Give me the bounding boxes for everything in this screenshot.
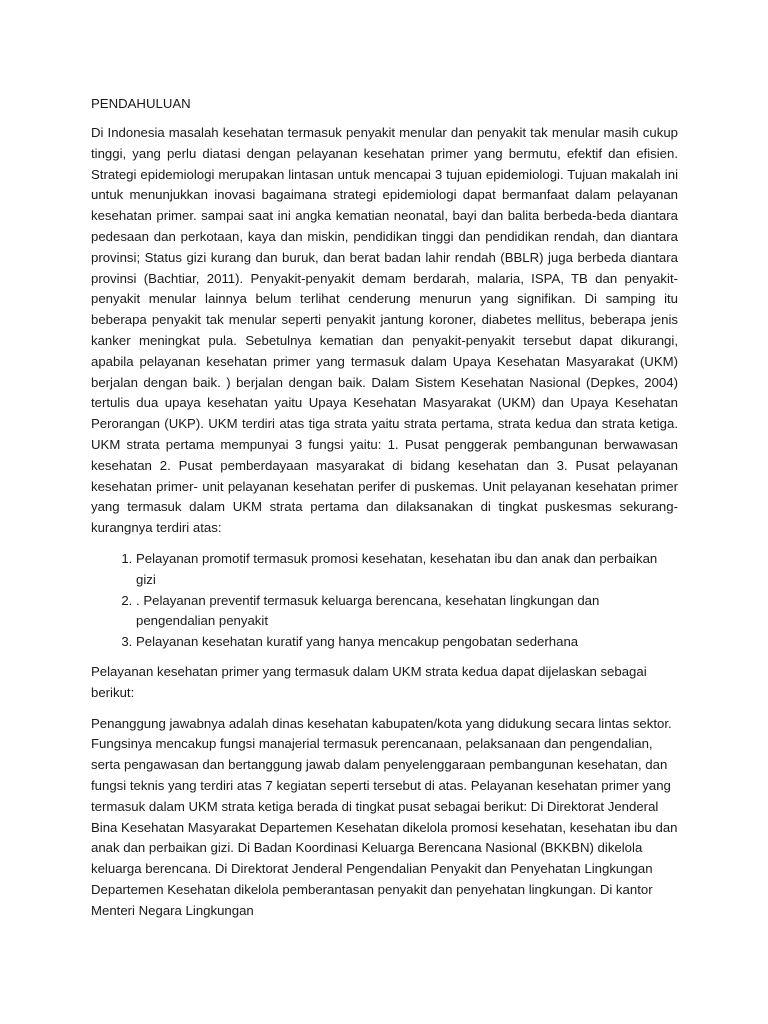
document-heading: PENDAHULUAN <box>91 96 191 111</box>
list-item: 2. . Pelayanan preventif termasuk keluarga berencana, kesehatan lingkungan dan pengendalian penyakit <box>136 591 678 633</box>
intro-paragraph: Di Indonesia masalah kesehatan termasuk penyakit menular dan penyakit tak menular masih cukup tinggi, yang perlu diatasi dengan pelayanan kesehatan primer yang bermutu, efektif dan efisien. Strategi epidemiologi merupakan lintasan untuk mencapai 3 tujuan epidemiologi. Tujuan makalah ini untuk menunjukkan inovasi bagaimana strategi epidemiologi dapat bermanfaat dalam pelayanan kesehatan primer. sampai saat ini angka kematian neonatal, bayi dan balita berbeda-beda diantara pedesaan dan perkotaan, kaya dan miskin, pendidikan tinggi dan pendidikan rendah, dan diantara provinsi; Status gizi kurang dan buruk, dan berat badan lahir rendah (BBLR) juga berbeda diantara provinsi (Bachtiar, 2011). Penyakit-penyakit demam berdarah, malaria, ISPA, TB dan penyakit-penyakit menular lainnya belum terlihat cenderung menurun yang signifikan. Di samping itu beberapa penyakit tak menular seperti penyakit jantung koroner, diabetes mellitus, beberapa jenis kanker meningkat pula. Sebetulnya kematian dan penyakit-penyakit tersebut dapat dikurangi, apabila pelayanan kesehatan primer yang termasuk dalam Upaya Kesehatan Masyarakat (UKM) berjalan dengan baik. ) berjalan dengan baik. Dalam Sistem Kesehatan Nasional (Depkes, 2004) tertulis dua upaya kesehatan yaitu Upaya Kesehatan Masyarakat (UKM) dan Upaya Kesehatan Perorangan (UKP). UKM terdiri atas tiga strata yaitu strata pertama, strata kedua dan strata ketiga. UKM strata pertama mempunyai 3 fungsi yaitu: 1. Pusat penggerak pembangunan berwawasan kesehatan 2. Pusat pemberdayaan masyarakat di bidang kesehatan dan 3. Pusat pelayanan kesehatan primer- unit pelayanan kesehatan perifer di puskemas. Unit pelayanan kesehatan primer yang termasuk dalam UKM strata pertama dan dilaksanakan di tingkat puskesmas sekurang-kurangnya terdiri atas: <box>91 125 678 536</box>
list-item: 1. Pelayanan promotif termasuk promosi kesehatan, kesehatan ibu dan anak dan perbaikan gizi <box>136 549 678 591</box>
numbered-list <box>91 549 678 653</box>
strata-two-intro-paragraph: Pelayanan kesehatan primer yang termasuk dalam UKM strata kedua dapat dijelaskan sebagai berikut: <box>91 663 647 700</box>
strata-description-paragraph: Penanggung jawabnya adalah dinas kesehatan kabupaten/kota yang didukung secara lintas sektor. Fungsinya mencakup fungsi manajerial termasuk perencanaan, pelaksanaan dan pengendalian, serta pengawasan dan bertanggung jawab dalam penyelenggaraan pembangunan kesehatan, dan fungsi teknis yang terdiri atas 7 kegiatan seperti tersebut di atas. Pelayanan kesehatan primer yang termasuk dalam UKM strata ketiga berada di tingkat pusat sebagai berikut: Di Direktorat Jenderal Bina Kesehatan Masyarakat Departemen Kesehatan dikelola promosi kesehatan, kesehatan ibu dan anak dan perbaikan gizi. Di Badan Koordinasi Keluarga Berencana Nasional (BKKBN) dikelola keluarga berencana. Di Direktorat Jenderal Pengendalian Penyakit dan Penyehatan Lingkungan Departemen Kesehatan dikelola pemberantasan penyakit dan penyehatan lingkungan. Di kantor Menteri Negara Lingkungan <box>91 715 678 918</box>
list-item: 3. Pelayanan kesehatan kuratif yang hanya mencakup pengobatan sederhana <box>136 632 678 653</box>
